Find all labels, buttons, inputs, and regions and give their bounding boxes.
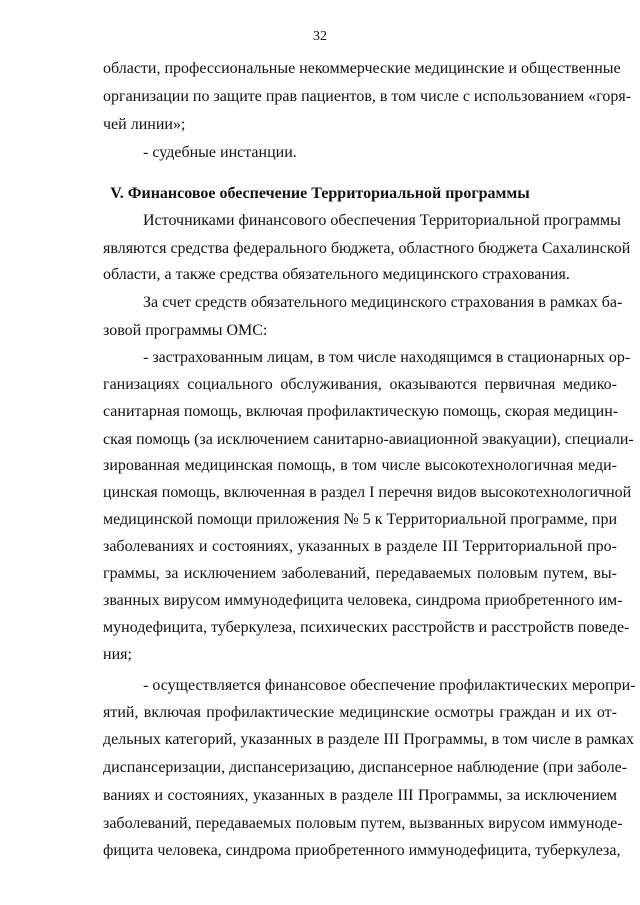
document-line: - застрахованным лицам, в том числе находящимся в стационарных ор- xyxy=(143,349,631,366)
document-line: являются средства федерального бюджета, областного бюджета Сахалинской xyxy=(103,240,631,257)
document-line: мунодефицита, туберкулеза, психических расстройств и расстройств поведе- xyxy=(103,619,630,636)
section-heading: V. Финансовое обеспечение Территориальной программы xyxy=(110,185,530,202)
document-line: ятий, включая профилактические медицинские осмотры граждан и их от- xyxy=(103,704,617,721)
document-line: заболеваниях и состояниях, указанных в разделе III Территориальной про- xyxy=(103,538,617,555)
document-line: цинская помощь, включенная в раздел I перечня видов высокотехнологичной xyxy=(103,484,632,501)
document-line: санитарная помощь, включая профилактическую помощь, скорая медицин- xyxy=(103,403,619,420)
document-line: области, а также средства обязательного медицинского страхования. xyxy=(103,266,570,283)
document-line: зовой программы ОМС: xyxy=(103,322,268,339)
document-line: фицита человека, синдрома приобретенного иммунодефицита, туберкулеза, xyxy=(103,842,621,859)
document-line: ваниях и состояниях, указанных в разделе III Программы, за исключением xyxy=(103,787,617,804)
document-line: граммы, за исключением заболеваний, передаваемых половым путем, вы- xyxy=(103,565,617,582)
document-line: медицинской помощи приложения № 5 к Территориальной программе, при xyxy=(103,511,617,528)
document-line: зированная медицинская помощь, в том числе высокотехнологичная меди- xyxy=(103,457,617,474)
document-line: области, профессиональные некоммерческие медицинские и общественные xyxy=(103,60,621,77)
document-line: диспансеризации, диспансеризацию, диспансерное наблюдение (при заболе- xyxy=(103,759,628,776)
page-number: 32 xyxy=(313,29,327,44)
document-line: званных вирусом иммунодефицита человека, синдрома приобретенного им- xyxy=(103,592,623,609)
document-line: организации по защите прав пациентов, в том числе с использованием «горя- xyxy=(103,88,632,105)
document-line: дельных категорий, указанных в разделе III Программы, в том числе в рамках xyxy=(103,731,634,748)
document-line: чей линии»; xyxy=(103,116,186,133)
document-line: ская помощь (за исключением санитарно-авиационной эвакуации), специали- xyxy=(103,431,634,448)
document-line: - судебные инстанции. xyxy=(143,144,297,161)
document-line: ганизациях социального обслуживания, оказываются первичная медико- xyxy=(103,376,617,393)
document-line: - осуществляется финансовое обеспечение профилактических меропри- xyxy=(143,677,636,694)
document-line: За счет средств обязательного медицинского страхования в рамках ба- xyxy=(143,294,623,311)
document-line: заболеваний, передаваемых половым путем, вызванных вирусом иммуноде- xyxy=(103,815,623,832)
document-line: ния; xyxy=(103,646,132,663)
document-line: Источниками финансового обеспечения Территориальной программы xyxy=(143,212,621,229)
